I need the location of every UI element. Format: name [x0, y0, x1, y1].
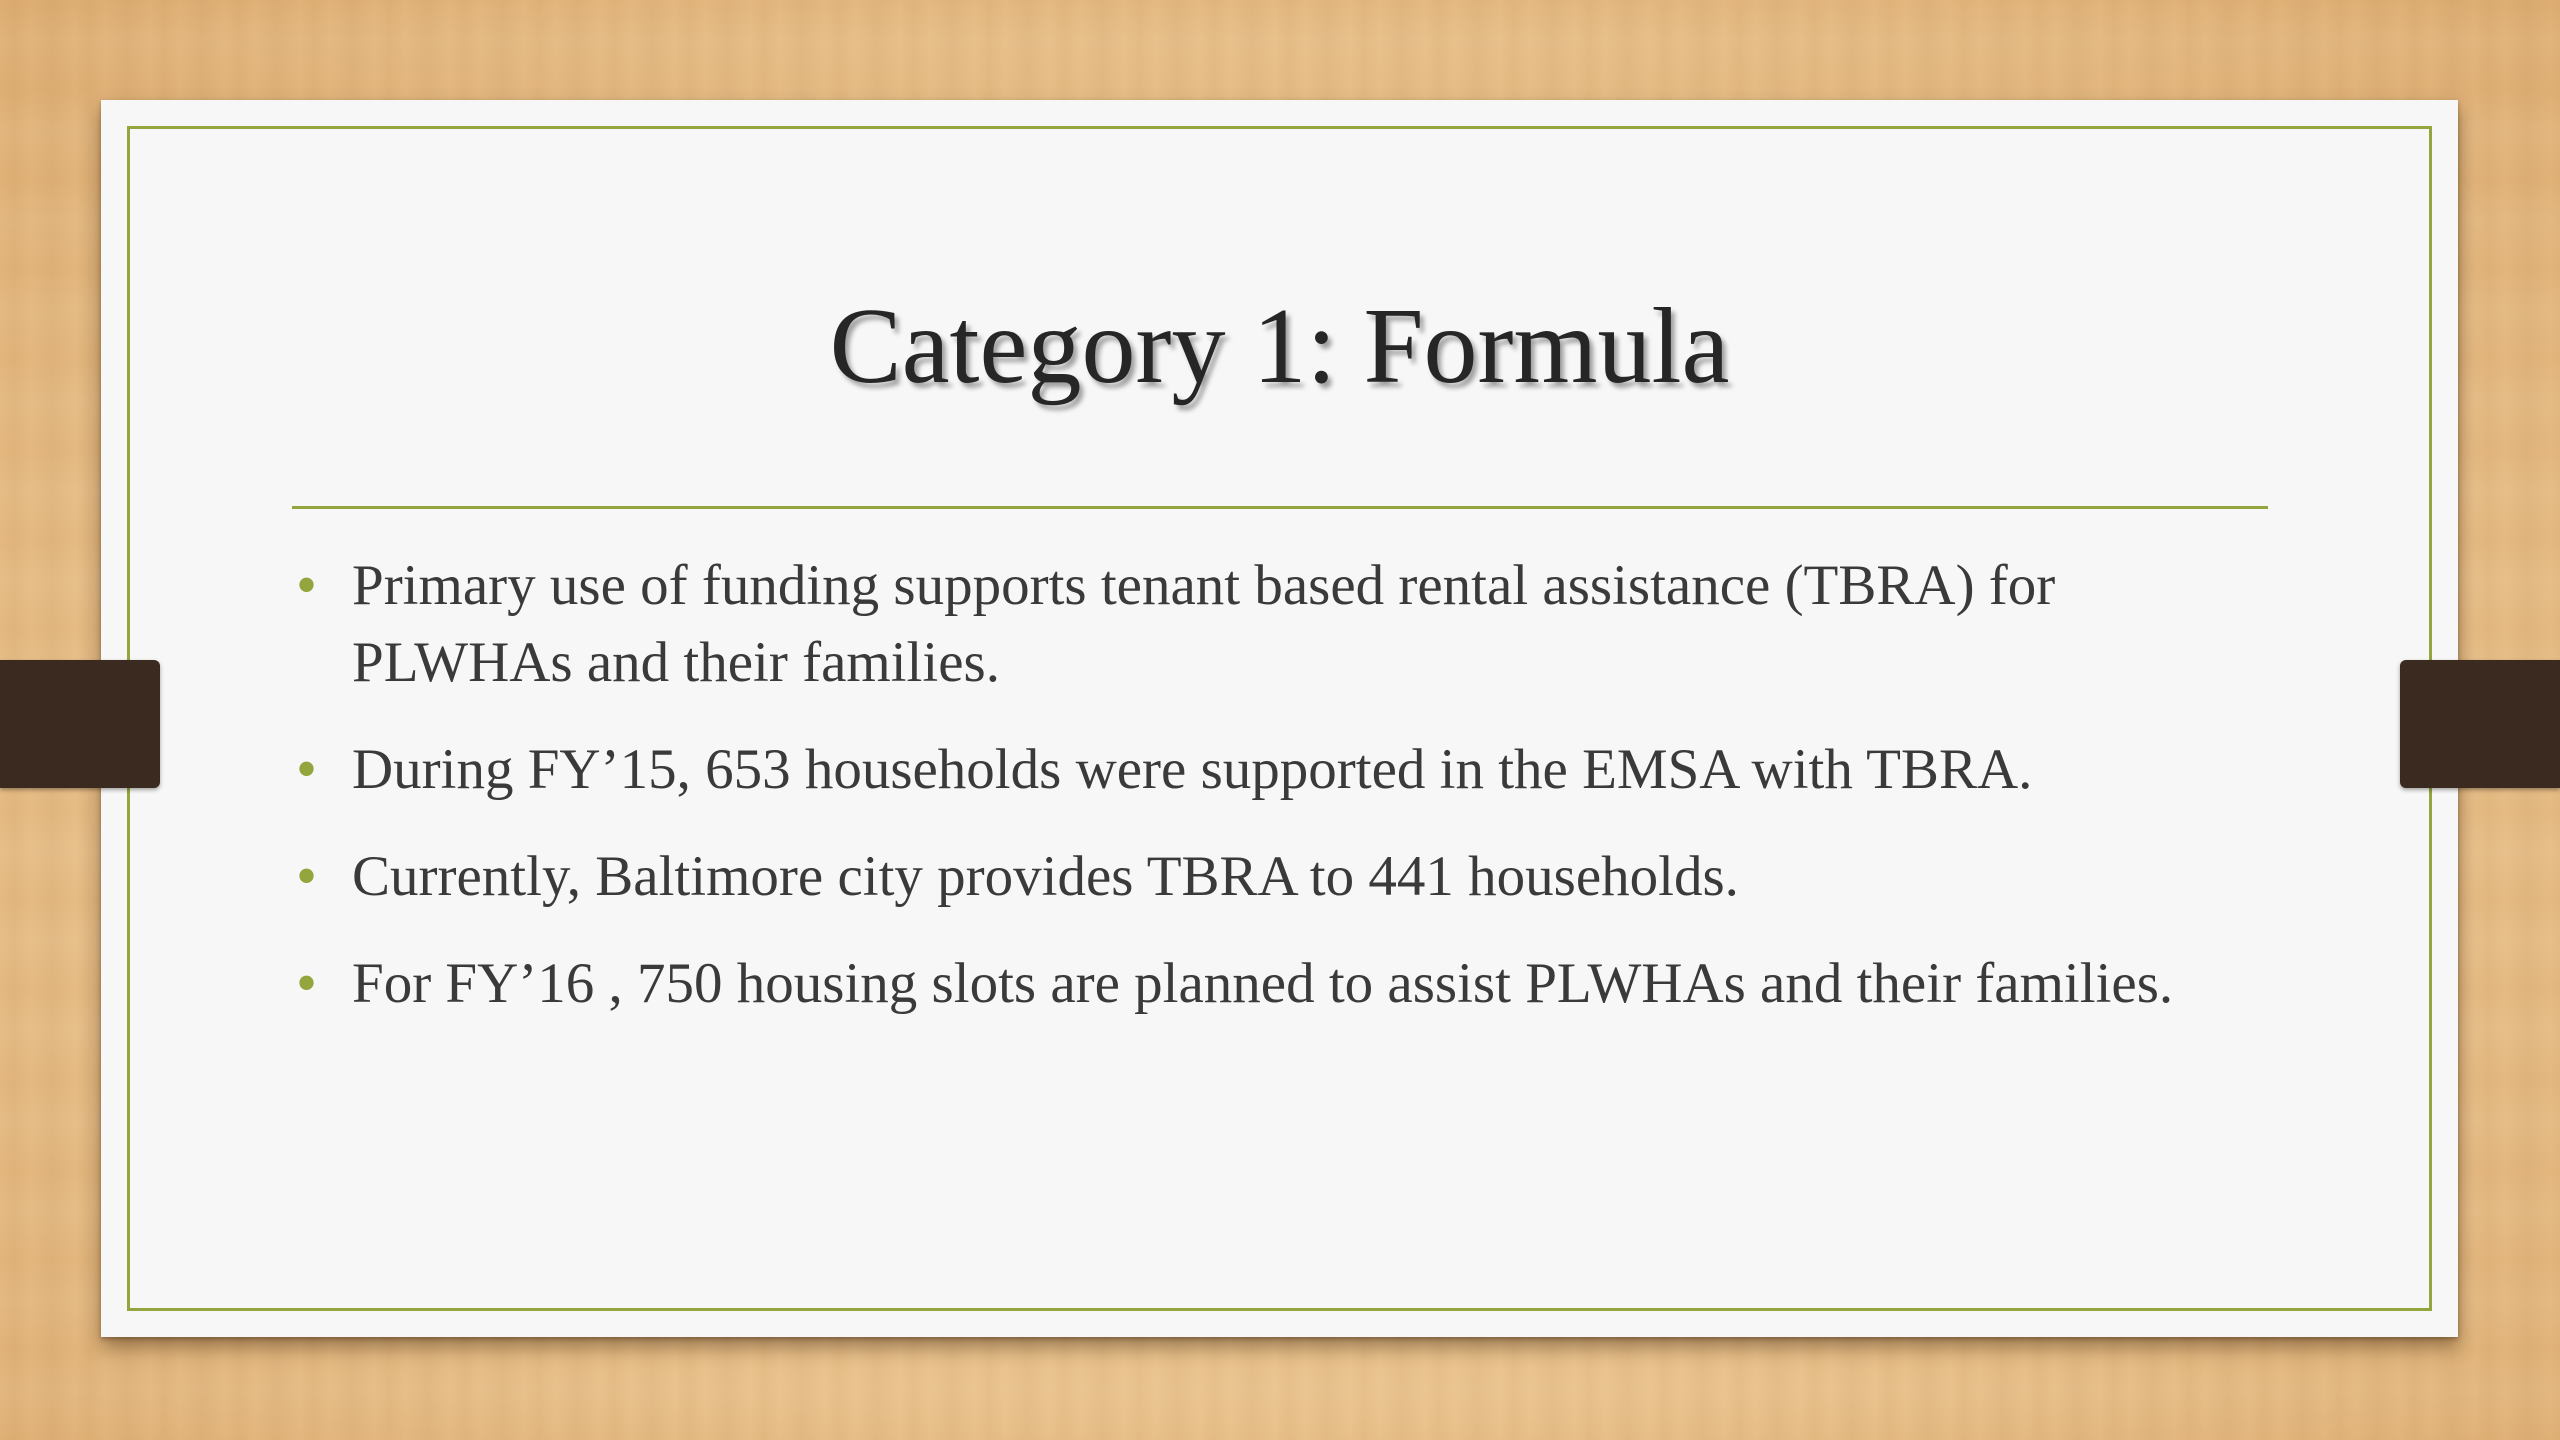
bullet-icon: • — [296, 736, 318, 802]
bullet-text: Primary use of funding supports tenant based rental assistance (TBRA) for PLWHAs and their families. — [352, 554, 2056, 694]
bullet-icon: • — [296, 950, 318, 1016]
bullet-text: During FY’15, 653 households were supported in the EMSA with TBRA. — [352, 738, 2033, 801]
bullet-item — [292, 945, 2268, 1022]
bullet-text: Currently, Baltimore city provides TBRA to 441 households. — [352, 845, 1739, 908]
title-divider — [292, 506, 2268, 509]
bullet-icon: • — [296, 843, 318, 909]
left-binder-clip — [0, 660, 160, 788]
bullet-list — [292, 547, 2268, 1052]
bullet-text: For FY’16 , 750 housing slots are planned to assist PLWHAs and their families. — [352, 952, 2174, 1015]
bullet-item — [292, 838, 2268, 915]
slide-title: Category 1: Formula — [829, 287, 1730, 406]
bullet-item — [292, 547, 2268, 701]
bullet-item — [292, 731, 2268, 808]
bullet-icon: • — [296, 552, 318, 618]
right-binder-clip — [2400, 660, 2560, 788]
